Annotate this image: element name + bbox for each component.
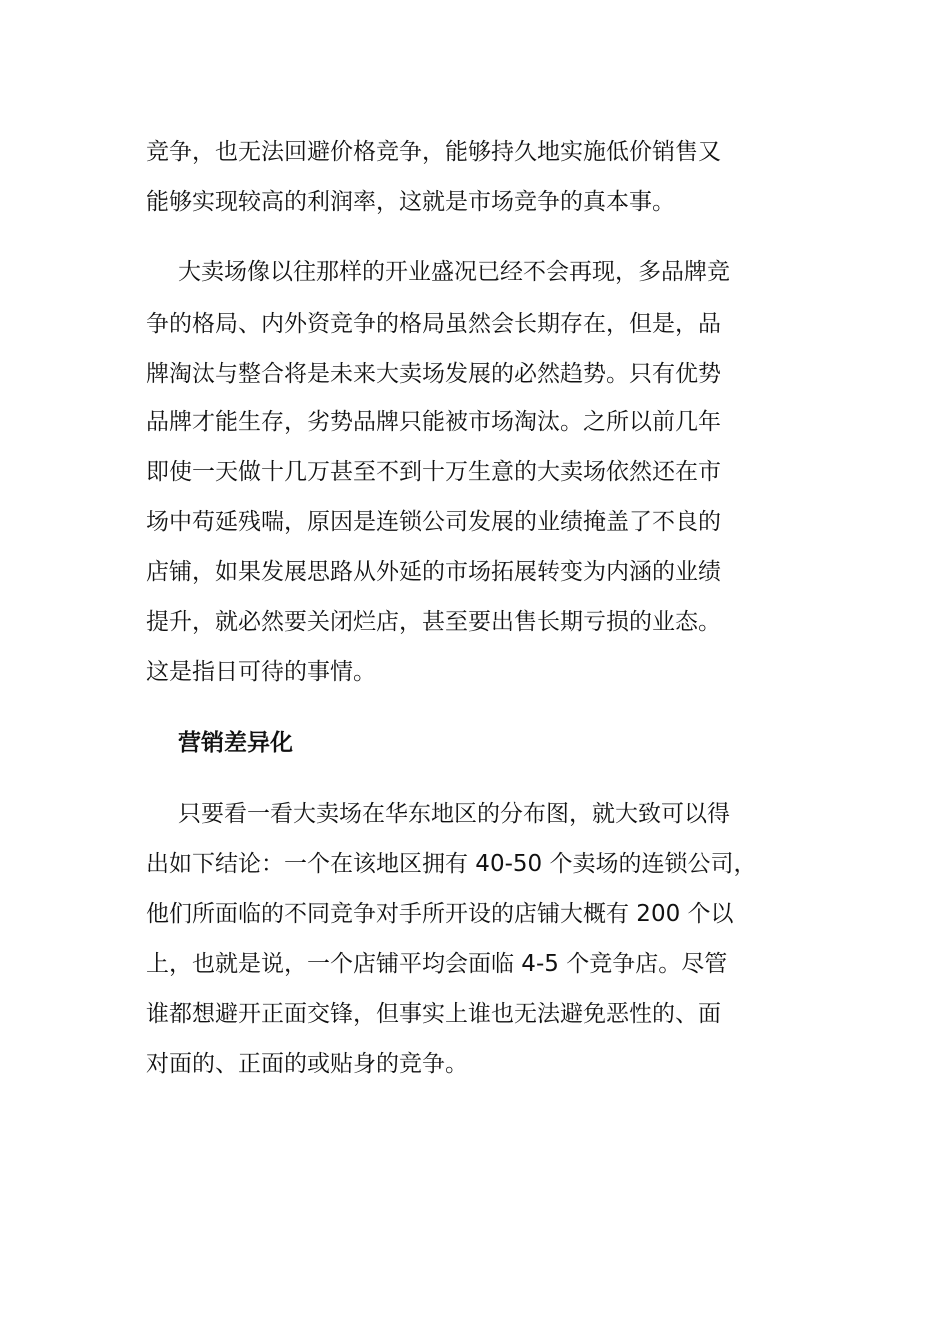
text-line: 店铺，如果发展思路从外延的市场拓展转变为内涵的业绩 bbox=[146, 559, 721, 585]
text-line: 提升，就必然要关闭烂店，甚至要出售长期亏损的业态。 bbox=[146, 609, 721, 635]
text-line: 争的格局、内外资竞争的格局虽然会长期存在，但是，品 bbox=[146, 311, 721, 337]
text-line: 竞争，也无法回避价格竞争，能够持久地实施低价销售又 bbox=[146, 139, 721, 165]
text-line: 这是指日可待的事情。 bbox=[146, 659, 376, 685]
text-line: 上，也就是说，一个店铺平均会面临 4-5 个竞争店。尽管 bbox=[146, 951, 728, 977]
text-line: 即使一天做十几万甚至不到十万生意的大卖场依然还在市 bbox=[146, 459, 721, 485]
text-line: 谁都想避开正面交锋，但事实上谁也无法避免恶性的、面 bbox=[146, 1001, 721, 1027]
text-line: 牌淘汰与整合将是未来大卖场发展的必然趋势。只有优势 bbox=[146, 361, 721, 387]
text-line: 能够实现较高的利润率，这就是市场竞争的真本事。 bbox=[146, 189, 675, 215]
text-line: 品牌才能生存，劣势品牌只能被市场淘汰。之所以前几年 bbox=[146, 409, 721, 435]
text-line: 大卖场像以往那样的开业盛况已经不会再现，多品牌竞 bbox=[178, 259, 730, 285]
text-line: 出如下结论：一个在该地区拥有 40-50 个卖场的连锁公司， bbox=[146, 851, 757, 877]
text-line: 只要看一看大卖场在华东地区的分布图，就大致可以得 bbox=[178, 801, 730, 827]
text-line: 他们所面临的不同竞争对手所开设的店铺大概有 200 个以 bbox=[146, 901, 734, 927]
text-line: 对面的、正面的或贴身的竞争。 bbox=[146, 1051, 468, 1077]
section-heading: 营销差异化 bbox=[178, 730, 293, 756]
text-line: 场中苟延残喘，原因是连锁公司发展的业绩掩盖了不良的 bbox=[146, 509, 721, 535]
